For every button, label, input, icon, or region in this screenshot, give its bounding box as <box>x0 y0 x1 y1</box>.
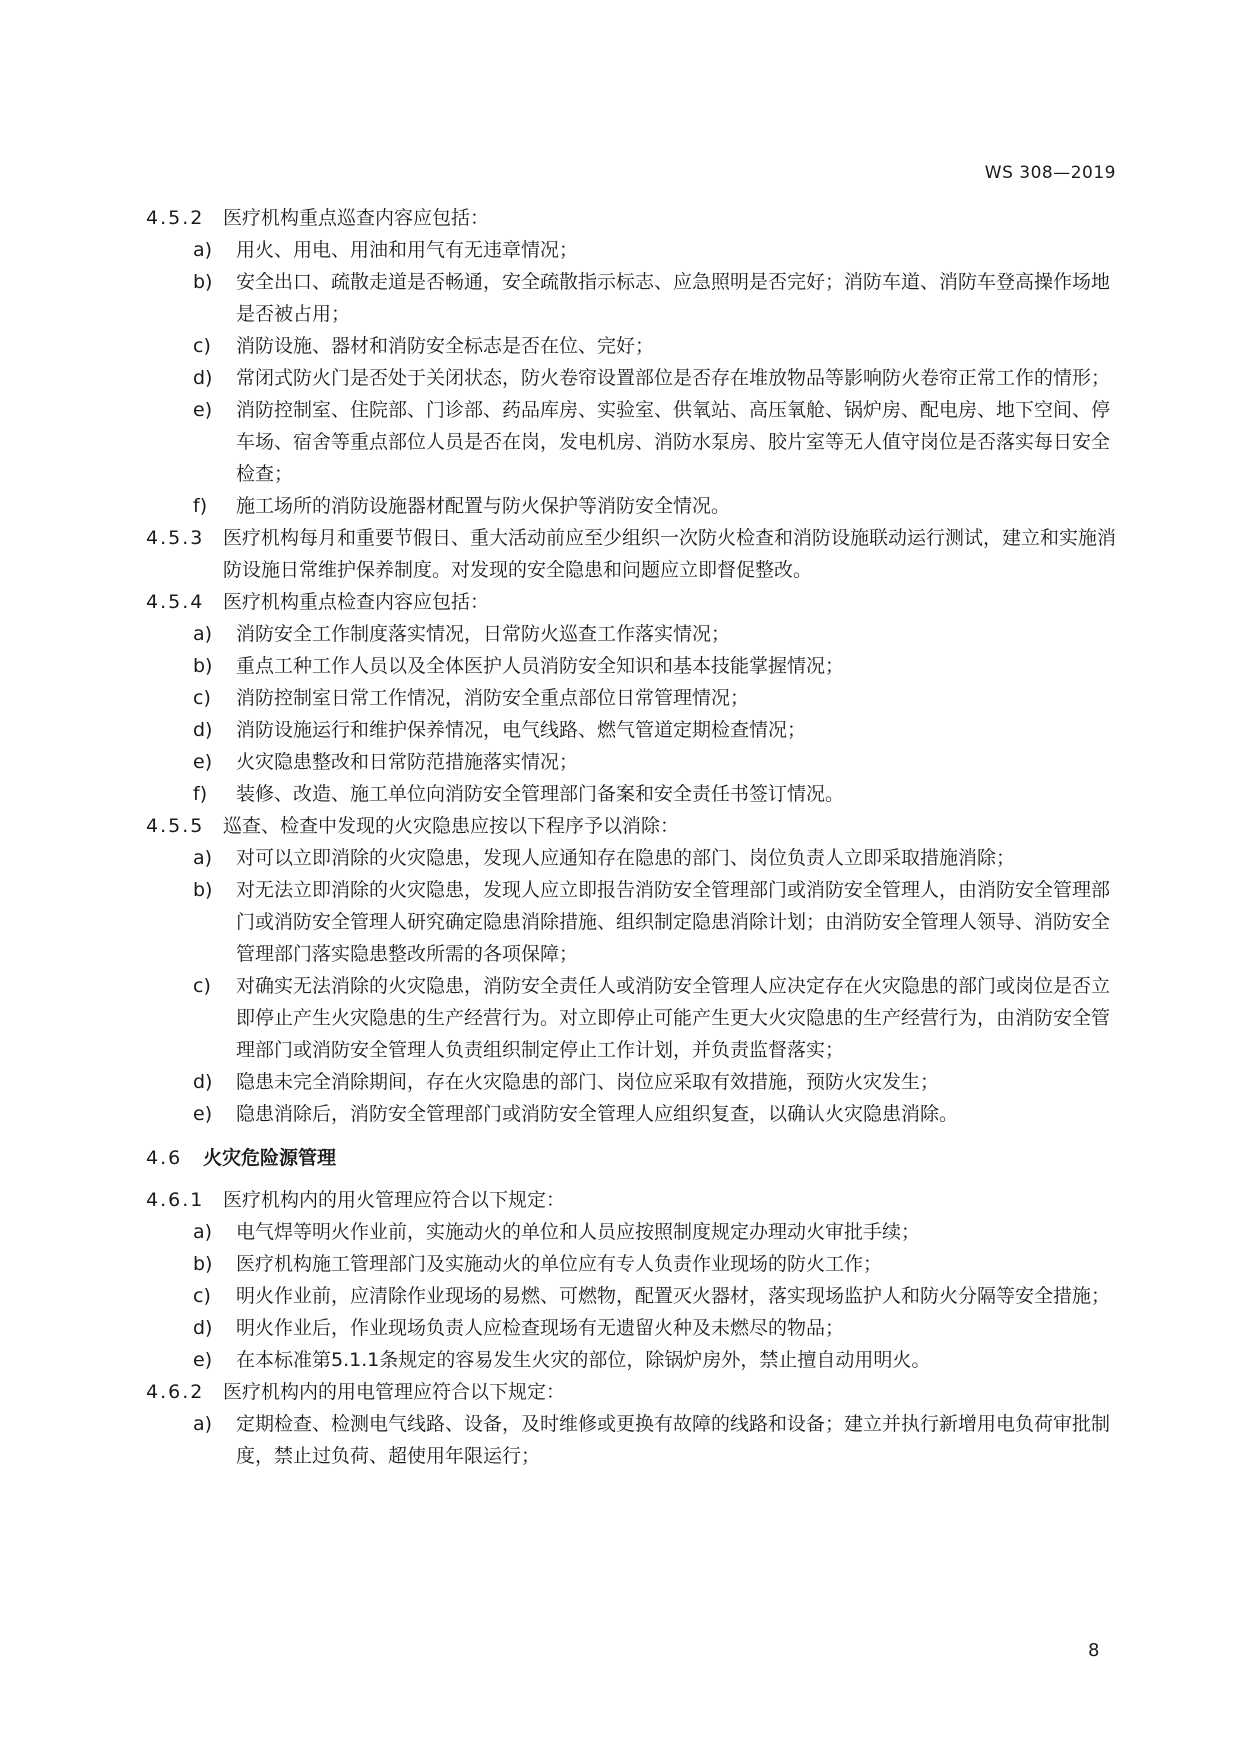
list-item-text: 在本标准第5.1.1条规定的容易发生火灾的部位，除锅炉房外，禁止擅自动用明火。 <box>236 1349 931 1371</box>
clause-number: 4.6.1 <box>146 1189 205 1211</box>
list-item <box>193 1248 1122 1280</box>
list-item-text: 用火、用电、用油和用气有无违章情况； <box>236 239 579 261</box>
list-item <box>193 266 1122 330</box>
list-item-label: d) <box>193 367 213 389</box>
list-item-text: 对可以立即消除的火灾隐患，发现人应通知存在隐患的部门、岗位负责人立即采取措施消除； <box>236 847 1016 869</box>
clause-number: 4.5.5 <box>146 815 205 837</box>
list-item <box>193 1344 1122 1376</box>
list-item-text: 消防控制室、住院部、门诊部、药品库房、实验室、供氧站、高压氧舱、锅炉房、配电房、地下空间、停车场、宿舍等重点部位人员是否在岗，发电机房、消防水泵房、胶片室等无人值守岗位是否落实每日安全检查； <box>236 399 1111 485</box>
clause-text: 医疗机构内的用火管理应符合以下规定： <box>223 1189 566 1211</box>
list-item <box>193 842 1122 874</box>
list-item <box>193 970 1122 1066</box>
list-item-label: a) <box>193 623 213 645</box>
list-item-label: b) <box>193 1253 213 1275</box>
list-item <box>193 618 1122 650</box>
list-item-text: 对无法立即消除的火灾隐患，发现人应立即报告消防安全管理部门或消防安全管理人，由消防安全管理部门或消防安全管理人研究确定隐患消除措施、组织制定隐患消除计划；由消防安全管理人领导、消防安全管理部门落实隐患整改所需的各项保障； <box>236 879 1111 965</box>
list-item-text: 重点工种工作人员以及全体医护人员消防安全知识和基本技能掌握情况； <box>236 655 845 677</box>
section-heading <box>146 1142 1122 1174</box>
clause <box>146 1376 1122 1408</box>
list-item-label: c) <box>193 975 211 997</box>
list-item <box>193 1098 1122 1130</box>
clause-number: 4.6.2 <box>146 1381 205 1403</box>
clause-text: 医疗机构重点巡查内容应包括： <box>223 207 490 229</box>
list-item-label: d) <box>193 1317 213 1339</box>
list-item-text: 安全出口、疏散走道是否畅通，安全疏散指示标志、应急照明是否完好；消防车道、消防车登高操作场地是否被占用； <box>236 271 1111 325</box>
clause-text: 医疗机构每月和重要节假日、重大活动前应至少组织一次防火检查和消防设施联动运行测试，建立和实施消防设施日常维护保养制度。对发现的安全隐患和问题应立即督促整改。 <box>223 527 1117 581</box>
list-item-label: e) <box>193 1103 213 1125</box>
list-item-label: b) <box>193 271 213 293</box>
list-item-label: e) <box>193 399 213 421</box>
section-title: 火灾危险源管理 <box>203 1147 337 1169</box>
list-item <box>193 778 1122 810</box>
list-item <box>193 874 1122 970</box>
list-item-label: c) <box>193 687 211 709</box>
list-item-label: c) <box>193 335 211 357</box>
clause <box>146 810 1122 842</box>
list-item <box>193 330 1122 362</box>
list-item-label: f) <box>193 783 208 805</box>
list-item-text: 隐患消除后，消防安全管理部门或消防安全管理人应组织复查，以确认火灾隐患消除。 <box>236 1103 959 1125</box>
clause-text: 巡查、检查中发现的火灾隐患应按以下程序予以消除： <box>223 815 680 837</box>
list-item-label: d) <box>193 719 213 741</box>
list-item-text: 消防安全工作制度落实情况，日常防火巡查工作落实情况； <box>236 623 731 645</box>
list-item-label: f) <box>193 495 208 517</box>
list-item-label: d) <box>193 1071 213 1093</box>
list-item <box>193 650 1122 682</box>
list-item <box>193 1312 1122 1344</box>
list-item-label: a) <box>193 1221 213 1243</box>
list-item-text: 施工场所的消防设施器材配置与防火保护等消防安全情况。 <box>236 495 731 517</box>
list-item-text: 隐患未完全消除期间，存在火灾隐患的部门、岗位应采取有效措施，预防火灾发生； <box>236 1071 940 1093</box>
clause <box>146 586 1122 618</box>
list-item-text: 装修、改造、施工单位向消防安全管理部门备案和安全责任书签订情况。 <box>236 783 845 805</box>
clause <box>146 1184 1122 1216</box>
clause <box>146 522 1122 586</box>
clause-text: 医疗机构重点检查内容应包括： <box>223 591 490 613</box>
clause-text: 医疗机构内的用电管理应符合以下规定： <box>223 1381 566 1403</box>
list-item <box>193 682 1122 714</box>
list-item-text: 医疗机构施工管理部门及实施动火的单位应有专人负责作业现场的防火工作； <box>236 1253 883 1275</box>
document-body <box>146 202 1122 1472</box>
list-item-label: a) <box>193 239 213 261</box>
list-item-text: 明火作业后，作业现场负责人应检查现场有无遗留火种及未燃尽的物品； <box>236 1317 845 1339</box>
list-item <box>193 746 1122 778</box>
list-item-label: b) <box>193 655 213 677</box>
list-item-text: 明火作业前，应清除作业现场的易燃、可燃物，配置灭火器材，落实现场监护人和防火分隔等安全措施； <box>236 1285 1111 1307</box>
list-item-text: 火灾隐患整改和日常防范措施落实情况； <box>236 751 579 773</box>
list-item <box>193 234 1122 266</box>
list-item-label: e) <box>193 1349 213 1371</box>
list-item <box>193 362 1122 394</box>
list-item <box>193 1280 1122 1312</box>
list-item <box>193 1408 1122 1472</box>
clause-number: 4.5.2 <box>146 207 205 229</box>
section-number: 4.6 <box>146 1147 183 1169</box>
list-item-label: a) <box>193 1413 213 1435</box>
list-item <box>193 394 1122 490</box>
list-item-label: c) <box>193 1285 211 1307</box>
page-number: 8 <box>1088 1640 1100 1661</box>
list-item <box>193 1216 1122 1248</box>
list-item-text: 消防控制室日常工作情况，消防安全重点部位日常管理情况； <box>236 687 750 709</box>
list-item-text: 定期检查、检测电气线路、设备，及时维修或更换有故障的线路和设备；建立并执行新增用电负荷审批制度，禁止过负荷、超使用年限运行； <box>236 1413 1111 1467</box>
list-item-label: a) <box>193 847 213 869</box>
standard-code: WS 308—2019 <box>984 163 1116 183</box>
list-item-label: b) <box>193 879 213 901</box>
list-item-text: 电气焊等明火作业前，实施动火的单位和人员应按照制度规定办理动火审批手续； <box>236 1221 921 1243</box>
list-item <box>193 490 1122 522</box>
clause-number: 4.5.3 <box>146 527 205 549</box>
list-item-text: 对确实无法消除的火灾隐患，消防安全责任人或消防安全管理人应决定存在火灾隐患的部门或岗位是否立即停止产生火灾隐患的生产经营行为。对立即停止可能产生更大火灾隐患的生产经营行为，由消防安全管理部门或消防安全管理人负责组织制定停止工作计划，并负责监督落实； <box>236 975 1111 1061</box>
list-item <box>193 1066 1122 1098</box>
clause-number: 4.5.4 <box>146 591 205 613</box>
list-item-text: 消防设施运行和维护保养情况，电气线路、燃气管道定期检查情况； <box>236 719 807 741</box>
list-item <box>193 714 1122 746</box>
list-item-label: e) <box>193 751 213 773</box>
clause <box>146 202 1122 234</box>
list-item-text: 消防设施、器材和消防安全标志是否在位、完好； <box>236 335 655 357</box>
list-item-text: 常闭式防火门是否处于关闭状态，防火卷帘设置部位是否存在堆放物品等影响防火卷帘正常工作的情形； <box>236 367 1111 389</box>
